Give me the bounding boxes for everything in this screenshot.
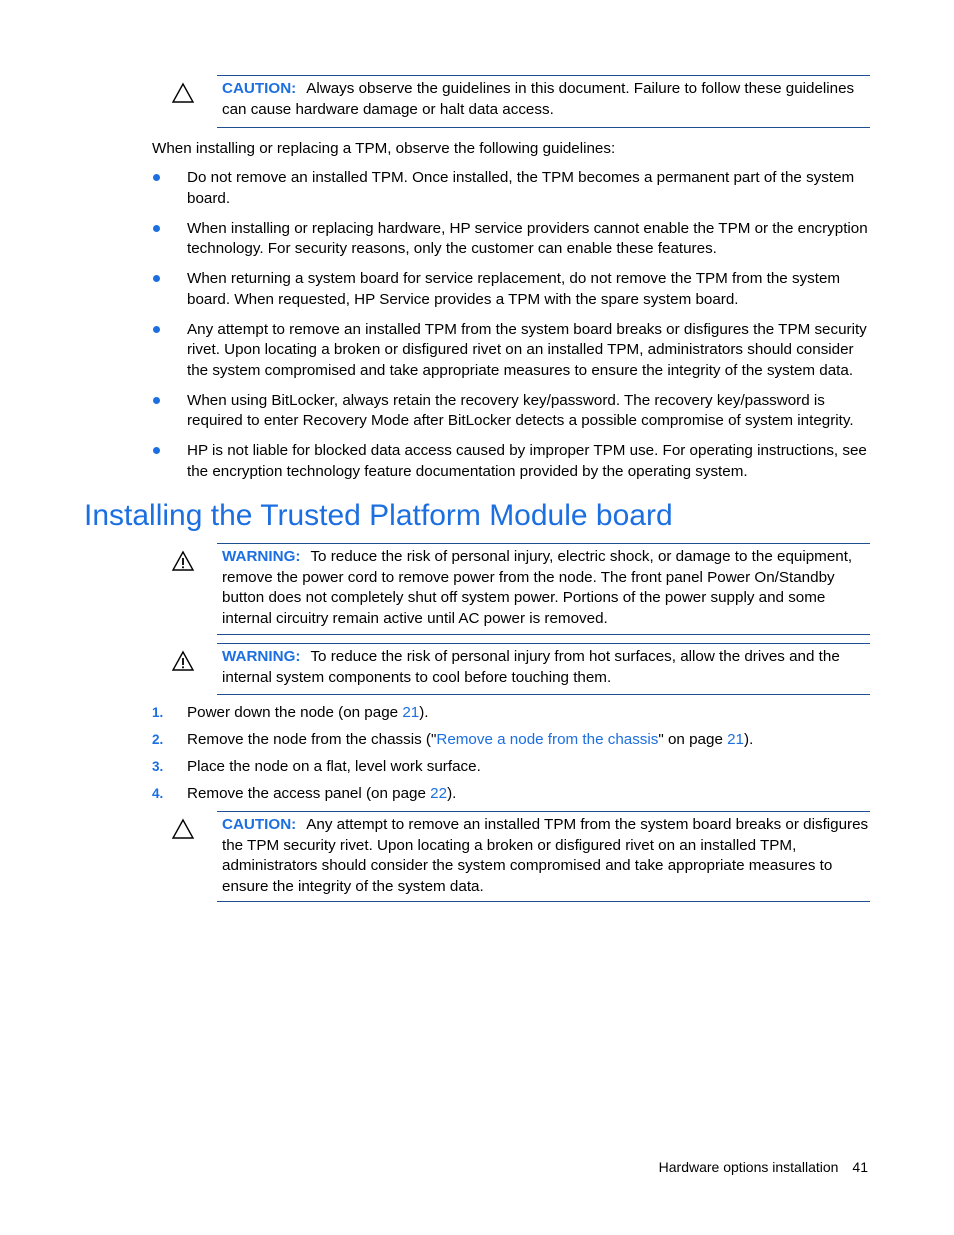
warning-notice [217, 543, 870, 635]
warning-notice [217, 643, 870, 695]
guidelines-intro: When installing or replacing a TPM, observe the following guidelines: [152, 140, 616, 157]
caution-triangle-icon [171, 818, 195, 840]
page-footer [659, 1157, 868, 1178]
step-item: 2. Remove the node from the chassis ("Remove a node from the chassis" on page 21). [152, 730, 872, 757]
caution-label: CAUTION: [222, 816, 297, 833]
caution-text: Any attempt to remove an installed TPM from the system board breaks or disfigures the TPM security rivet. Upon locating a broken or disfigured rivet on an installed TPM, administrators should consider the system compromised and take appropriate measures to ensure the integrity of the system data. [222, 816, 869, 895]
warning-text: To reduce the risk of personal injury from hot surfaces, allow the drives and the internal system components to cool before touching them. [222, 648, 840, 686]
list-item: When returning a system board for service replacement, do not remove the TPM from the system board. When requested, HP Service provides a TPM with the spare system board. [152, 269, 872, 310]
warning-triangle-icon [171, 550, 195, 572]
list-item: HP is not liable for blocked data access caused by improper TPM use. For operating instructions, see the encryption technology feature documentation provided by the operating system. [152, 441, 872, 482]
caution-triangle-icon [171, 82, 195, 104]
bullet-icon [153, 174, 160, 181]
caution-label: CAUTION: [222, 80, 297, 97]
list-item: When installing or replacing hardware, HP service providers cannot enable the TPM or the encryption technology. For security reasons, only the customer can enable these features. [152, 219, 872, 260]
remove-node-link[interactable]: Remove a node from the chassis [436, 731, 659, 748]
bullet-icon [153, 397, 160, 404]
bullet-icon [153, 225, 160, 232]
page-number: 41 [852, 1159, 868, 1175]
bullet-icon [153, 326, 160, 333]
page-link[interactable]: 22 [430, 785, 448, 802]
list-item: Any attempt to remove an installed TPM from the system board breaks or disfigures the TPM security rivet. Upon locating a broken or disfigured rivet on an installed TPM, administrators should consider the system compromised and take appropriate measures to ensure the integrity of the system data. [152, 320, 872, 382]
section-title: Installing the Trusted Platform Module board [84, 499, 673, 532]
step-item: 1. Power down the node (on page 21). [152, 703, 872, 730]
warning-label: WARNING: [222, 548, 301, 565]
page-link[interactable]: 21 [402, 704, 420, 721]
step-number: 2. [152, 732, 164, 747]
list-item: When using BitLocker, always retain the recovery key/password. The recovery key/password is required to enter Recovery Mode after BitLocker detects a possible compromise of system integrity. [152, 391, 872, 432]
procedure-steps [152, 703, 872, 811]
warning-text: To reduce the risk of personal injury, electric shock, or damage to the equipment, remove the power cord to remove power from the node. The front panel Power On/Standby button does not completely shut off system power. Portions of the power supply and some internal circuitry remain active until AC power is removed. [222, 548, 853, 627]
caution-notice [217, 75, 870, 128]
footer-section: Hardware options installation [658, 1159, 839, 1175]
step-number: 3. [152, 759, 164, 774]
warning-triangle-icon [171, 650, 195, 672]
step-item: 3. Place the node on a flat, level work surface. [152, 757, 872, 784]
warning-label: WARNING: [222, 648, 301, 665]
bullet-icon [153, 275, 160, 282]
caution-text: Always observe the guidelines in this document. Failure to follow these guidelines can cause hardware damage or halt data access. [222, 80, 855, 118]
step-item: 4. Remove the access panel (on page 22). [152, 784, 872, 811]
step-number: 1. [152, 705, 164, 720]
guidelines-list [152, 168, 872, 492]
list-item: Do not remove an installed TPM. Once installed, the TPM becomes a permanent part of the system board. [152, 168, 872, 209]
bullet-icon [153, 447, 160, 454]
step-number: 4. [152, 786, 164, 801]
page-link[interactable]: 21 [727, 731, 745, 748]
caution-notice [217, 811, 870, 902]
